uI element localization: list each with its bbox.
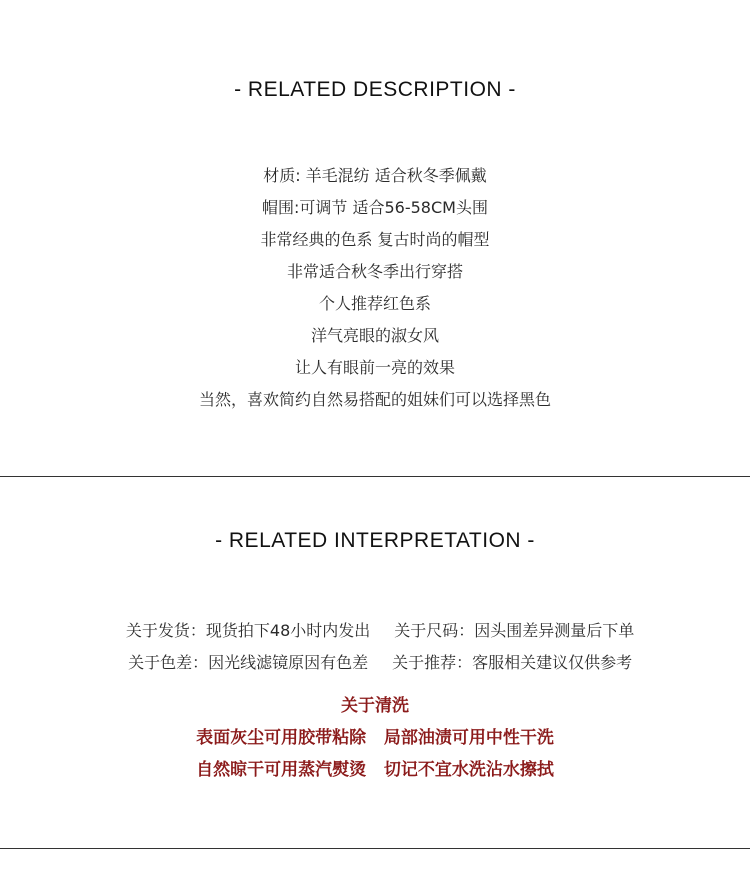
washing-line: 自然晾干可用蒸汽熨烫 切记不宜水洗沾水擦拭: [196, 760, 554, 780]
description-line: 帽围:可调节 适合56-58CM头围: [262, 198, 488, 217]
description-line: 让人有眼前一亮的效果: [294, 358, 455, 377]
description-line: 个人推荐红色系: [318, 294, 431, 313]
info-recommendation: 关于推荐：客服相关建议仅供参考: [392, 653, 633, 672]
info-row: [0, 633, 750, 673]
section-divider: [0, 476, 750, 477]
washing-title: 关于清洗: [341, 696, 409, 716]
description-line: 洋气亮眼的淑女风: [310, 326, 439, 345]
interpretation-heading: - RELATED INTERPRETATION -: [215, 529, 535, 552]
description-heading: - RELATED DESCRIPTION -: [234, 78, 516, 101]
info-color-difference: 关于色差：因光线滤镜原因有色差: [128, 653, 369, 672]
info-size: 关于尺码：因头围差异测量后下单: [394, 621, 635, 640]
washing-line: 表面灰尘可用胶带粘除 局部油渍可用中性干洗: [196, 728, 554, 748]
description-line: 非常适合秋冬季出行穿搭: [286, 262, 463, 281]
description-line: 非常经典的色系 复古时尚的帽型: [260, 230, 490, 249]
description-line: 材质: 羊毛混纺 适合秋冬季佩戴: [263, 166, 487, 185]
section-divider: [0, 848, 750, 849]
description-line: 当然，喜欢简约自然易搭配的姐妹们可以选择黑色: [198, 390, 551, 409]
info-shipping: 关于发货：现货拍下48小时内发出: [125, 621, 371, 640]
